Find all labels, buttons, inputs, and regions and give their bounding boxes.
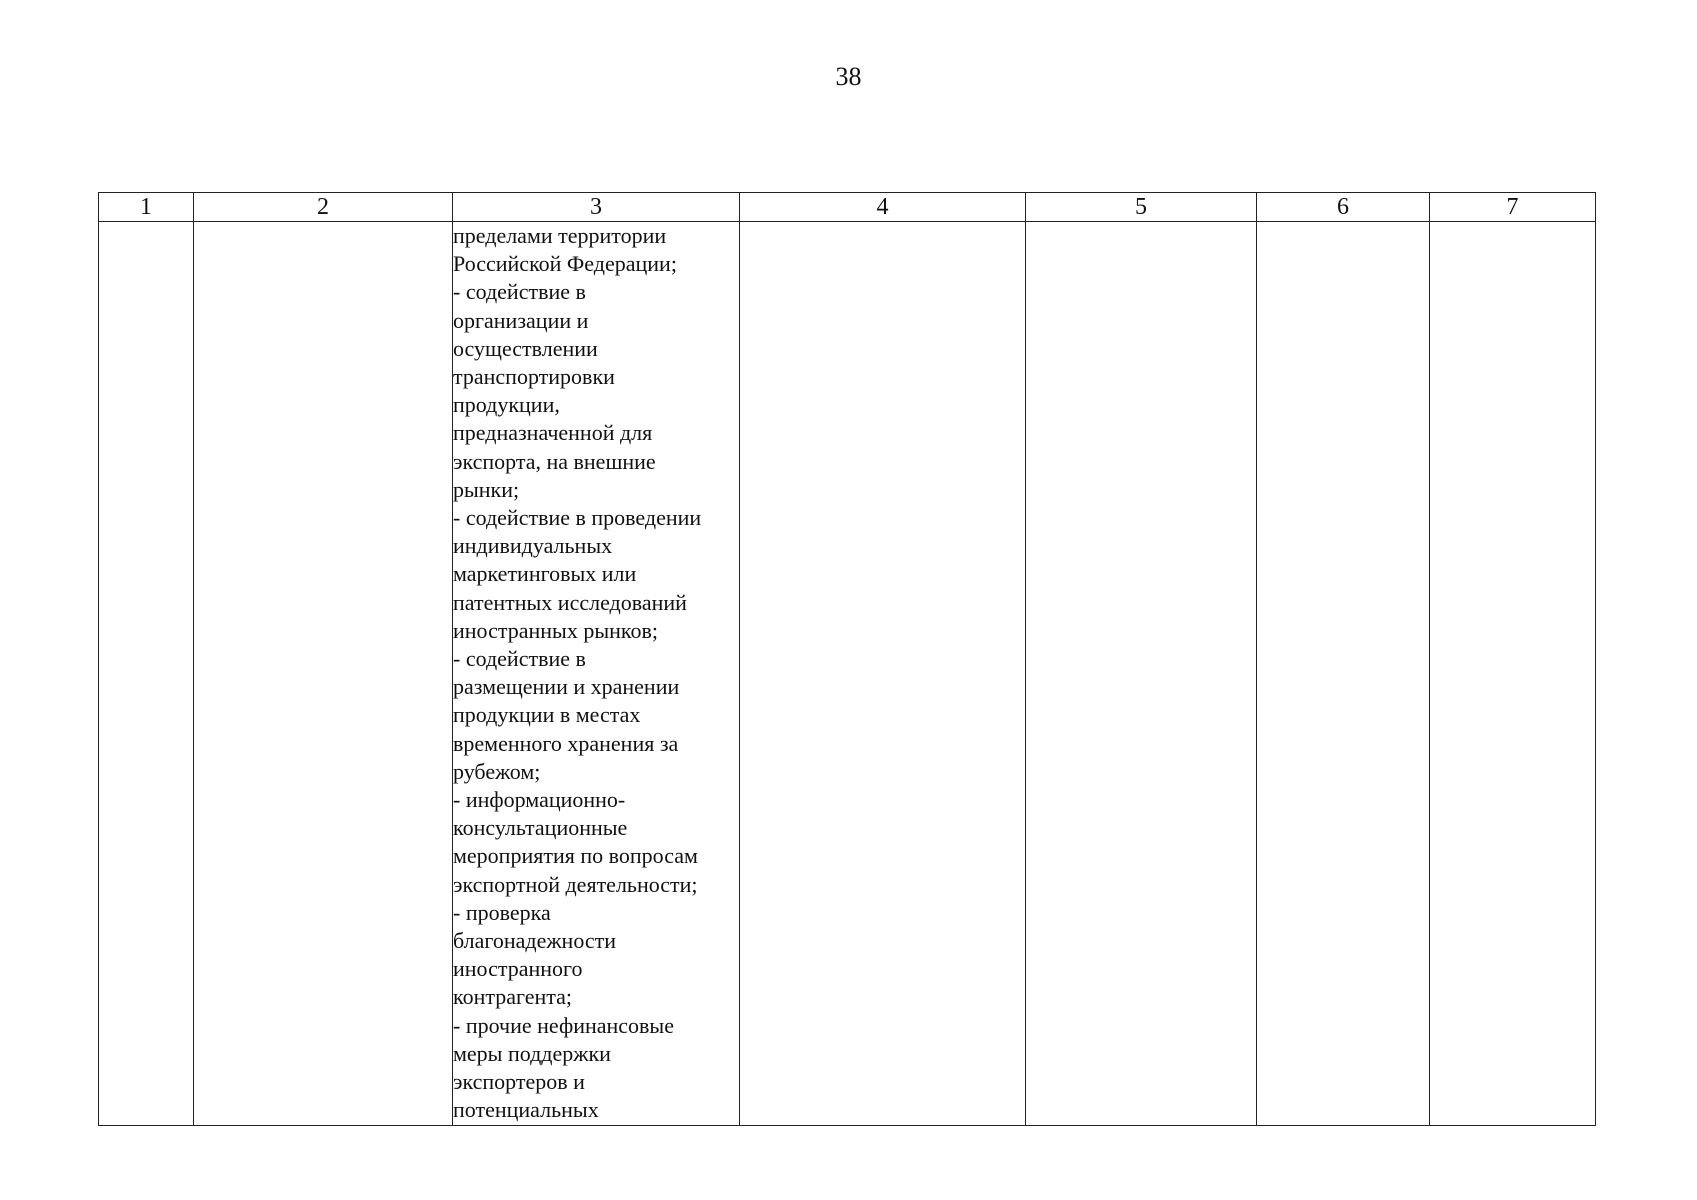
cell-col7 [1430, 222, 1596, 1126]
text-line: - содействие в проведении [453, 505, 702, 531]
text-line: маркетинговых или [453, 561, 637, 587]
cell-col3-measures [453, 222, 740, 1126]
text-line: - содействие в [453, 279, 586, 305]
text-line: Российской Федерации; [453, 251, 677, 277]
measures-text [453, 222, 739, 1125]
column-header-5: 5 [1026, 193, 1257, 222]
text-line: транспортировки [453, 364, 615, 390]
cell-col1 [99, 222, 194, 1126]
column-header-1: 1 [99, 193, 194, 222]
cell-col5 [1026, 222, 1257, 1126]
column-header-6: 6 [1257, 193, 1430, 222]
text-line: - содействие в [453, 646, 586, 672]
cell-col6 [1257, 222, 1430, 1126]
text-line: осуществлении [453, 335, 598, 361]
text-line: предназначенной для [453, 420, 653, 446]
column-header-2: 2 [194, 193, 453, 222]
document-table [98, 192, 1596, 1126]
table-header-row [99, 193, 1596, 222]
column-header-7: 7 [1430, 193, 1596, 222]
text-line: рубежом; [453, 758, 541, 784]
cell-col2 [194, 222, 453, 1126]
column-header-3: 3 [453, 193, 740, 222]
text-line: контрагента; [453, 984, 573, 1010]
text-line: продукции в местах [453, 702, 641, 728]
cell-col4 [740, 222, 1026, 1126]
text-line: иностранного [453, 956, 583, 982]
text-line: иностранных рынков; [453, 617, 658, 643]
text-line: консультационные [453, 815, 628, 841]
text-line: пределами территории [453, 223, 667, 248]
text-line: экспортеров и [453, 1069, 585, 1095]
text-line: - прочие нефинансовые [453, 1012, 674, 1038]
text-line: организации и [453, 307, 589, 333]
text-line: благонадежности [453, 928, 617, 954]
text-line: индивидуальных [453, 533, 613, 559]
text-line: экспорта, на внешние [453, 448, 656, 474]
text-line: меры поддержки [453, 1040, 611, 1066]
text-line: временного хранения за [453, 730, 679, 756]
text-line: продукции, [453, 392, 560, 418]
column-header-4: 4 [740, 193, 1026, 222]
text-line: мероприятия по вопросам [453, 843, 698, 869]
text-line: рынки; [453, 476, 520, 502]
text-line: патентных исследований [453, 589, 687, 615]
text-line: потенциальных [453, 1097, 599, 1123]
text-line: - проверка [453, 899, 551, 925]
text-line: экспортной деятельности; [453, 871, 698, 897]
text-line: - информационно- [453, 787, 626, 813]
page-number: 38 [835, 62, 862, 91]
text-line: размещении и хранении [453, 674, 680, 700]
table-row [99, 222, 1596, 1126]
